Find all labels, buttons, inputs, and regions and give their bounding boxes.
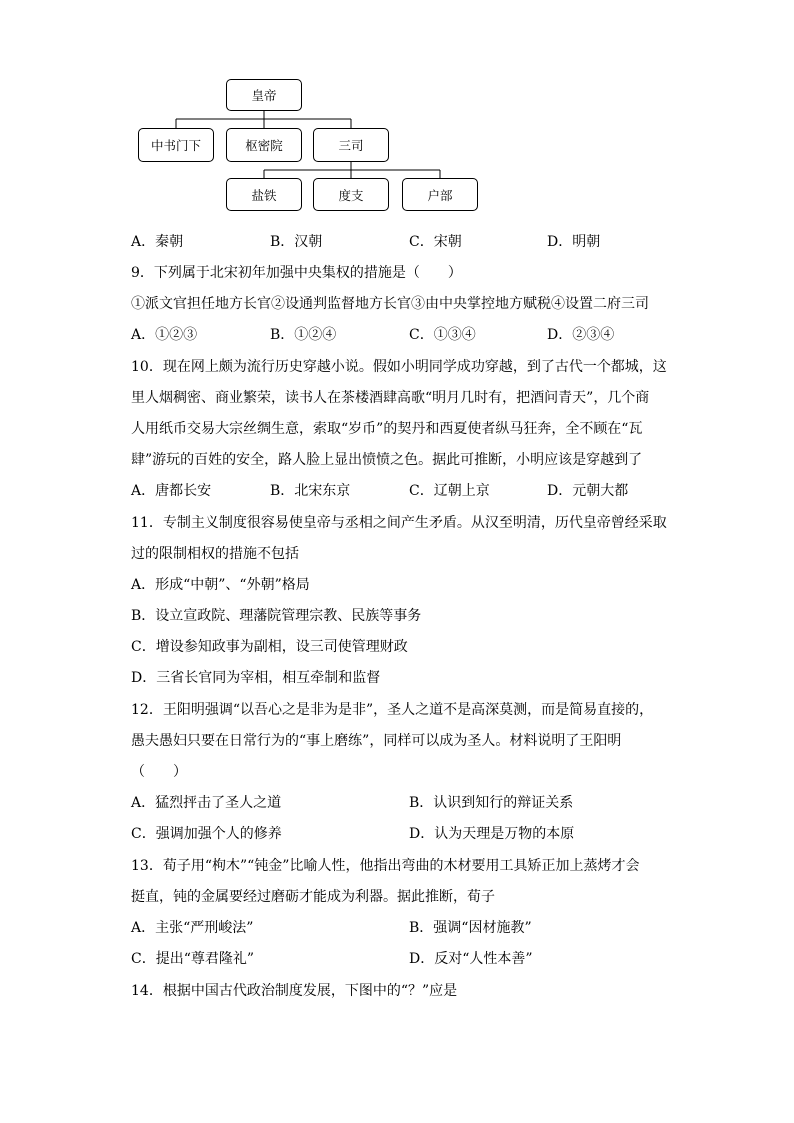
q11-option-a: A．形成“中朝”、“外朝”格局	[131, 577, 310, 593]
q11-line-2: 过的限制相权的措施不包括	[131, 546, 299, 562]
q12-option-d: D．认为天理是万物的本原	[409, 826, 575, 842]
q10-option-a: A．唐都长安	[131, 483, 212, 499]
q8-option-c: C．宋朝	[409, 234, 462, 250]
q10-option-b: B．北宋东京	[270, 483, 351, 499]
q9-option-b: B．①②④	[270, 327, 337, 343]
box-hubu: 户部	[402, 178, 478, 211]
box-zhongshumenxia: 中书门下	[138, 128, 214, 162]
box-duzhi: 度支	[313, 178, 389, 211]
q8-option-a: A．秦朝	[131, 234, 184, 250]
q12-option-c: C．强调加强个人的修养	[131, 826, 282, 842]
box-shumiyuan: 枢密院	[226, 128, 302, 162]
q9-option-c: C．①③④	[409, 327, 476, 343]
q12-option-a: A．猛烈抨击了圣人之道	[131, 795, 282, 811]
box-sansi: 三司	[313, 128, 389, 162]
box-emperor: 皇帝	[226, 79, 302, 111]
q13-line-2: 挺直，钝的金属要经过磨砺才能成为利器。据此推断，荀子	[131, 889, 495, 905]
q13-option-a: A．主张“严刑峻法”	[131, 920, 254, 936]
q10-option-c: C．辽朝上京	[409, 483, 490, 499]
q14-stem: 14．根据中国古代政治制度发展，下图中的“？”应是	[131, 983, 458, 999]
q8-option-d: D．明朝	[547, 234, 601, 250]
box-yantie: 盐铁	[226, 178, 302, 211]
q10-line-3: 人用纸币交易大宗丝绸生意，索取“岁币”的契丹和西夏使者纵马狂奔，全不顾在“瓦	[131, 421, 643, 437]
q9-items: ①派文官担任地方长官②设通判监督地方长官③由中央掌控地方赋税④设置二府三司	[131, 296, 649, 312]
q9-option-d: D．②③④	[547, 327, 615, 343]
q12-option-b: B．认识到知行的辩证关系	[409, 795, 574, 811]
q13-option-d: D．反对“人性本善”	[409, 951, 533, 967]
q11-option-d: D．三省长官同为宰相，相互牵制和监督	[131, 670, 381, 686]
q13-line-1: 13．荀子用“枸木”“钝金”比喻人性，他指出弯曲的木材要用工具矫正加上蒸烤才会	[131, 858, 640, 874]
q9-option-a: A．①②③	[131, 327, 198, 343]
q10-line-2: 里人烟稠密、商业繁荣，读书人在茶楼酒肆高歌“明月几时有，把酒问青天”，几个商	[131, 390, 650, 406]
q10-line-1: 10．现在网上颇为流行历史穿越小说。假如小明同学成功穿越，到了古代一个都城，这	[131, 359, 667, 375]
q9-stem: 9．下列属于北宋初年加强中央集权的措施是（ ）	[131, 265, 462, 281]
q13-option-c: C．提出“尊君隆礼”	[131, 951, 255, 967]
q11-line-1: 11．专制主义制度很容易使皇帝与丞相之间产生矛盾。从汉至明清，历代皇帝曾经采取	[131, 515, 667, 531]
q12-line-1: 12．王阳明强调“以吾心之是非为是非”，圣人之道不是高深莫测，而是简易直接的，	[131, 702, 654, 718]
q12-line-2: 愚夫愚妇只要在日常行为的“事上磨练”，同样可以成为圣人。材料说明了王阳明	[131, 733, 622, 749]
q8-option-b: B．汉朝	[270, 234, 323, 250]
org-chart	[0, 0, 794, 220]
q12-line-3: （ ）	[131, 764, 187, 780]
q13-option-b: B．强调“因材施教”	[409, 920, 532, 936]
q11-option-b: B．设立宣政院、理藩院管理宗教、民族等事务	[131, 608, 422, 624]
org-chart-connectors	[0, 0, 794, 220]
q11-option-c: C．增设参知政事为副相，设三司使管理财政	[131, 639, 408, 655]
q10-line-4: 肆”游玩的百姓的安全，路人脸上显出愤愤之色。据此可推断，小明应该是穿越到了	[131, 452, 643, 468]
q10-option-d: D．元朝大都	[547, 483, 629, 499]
